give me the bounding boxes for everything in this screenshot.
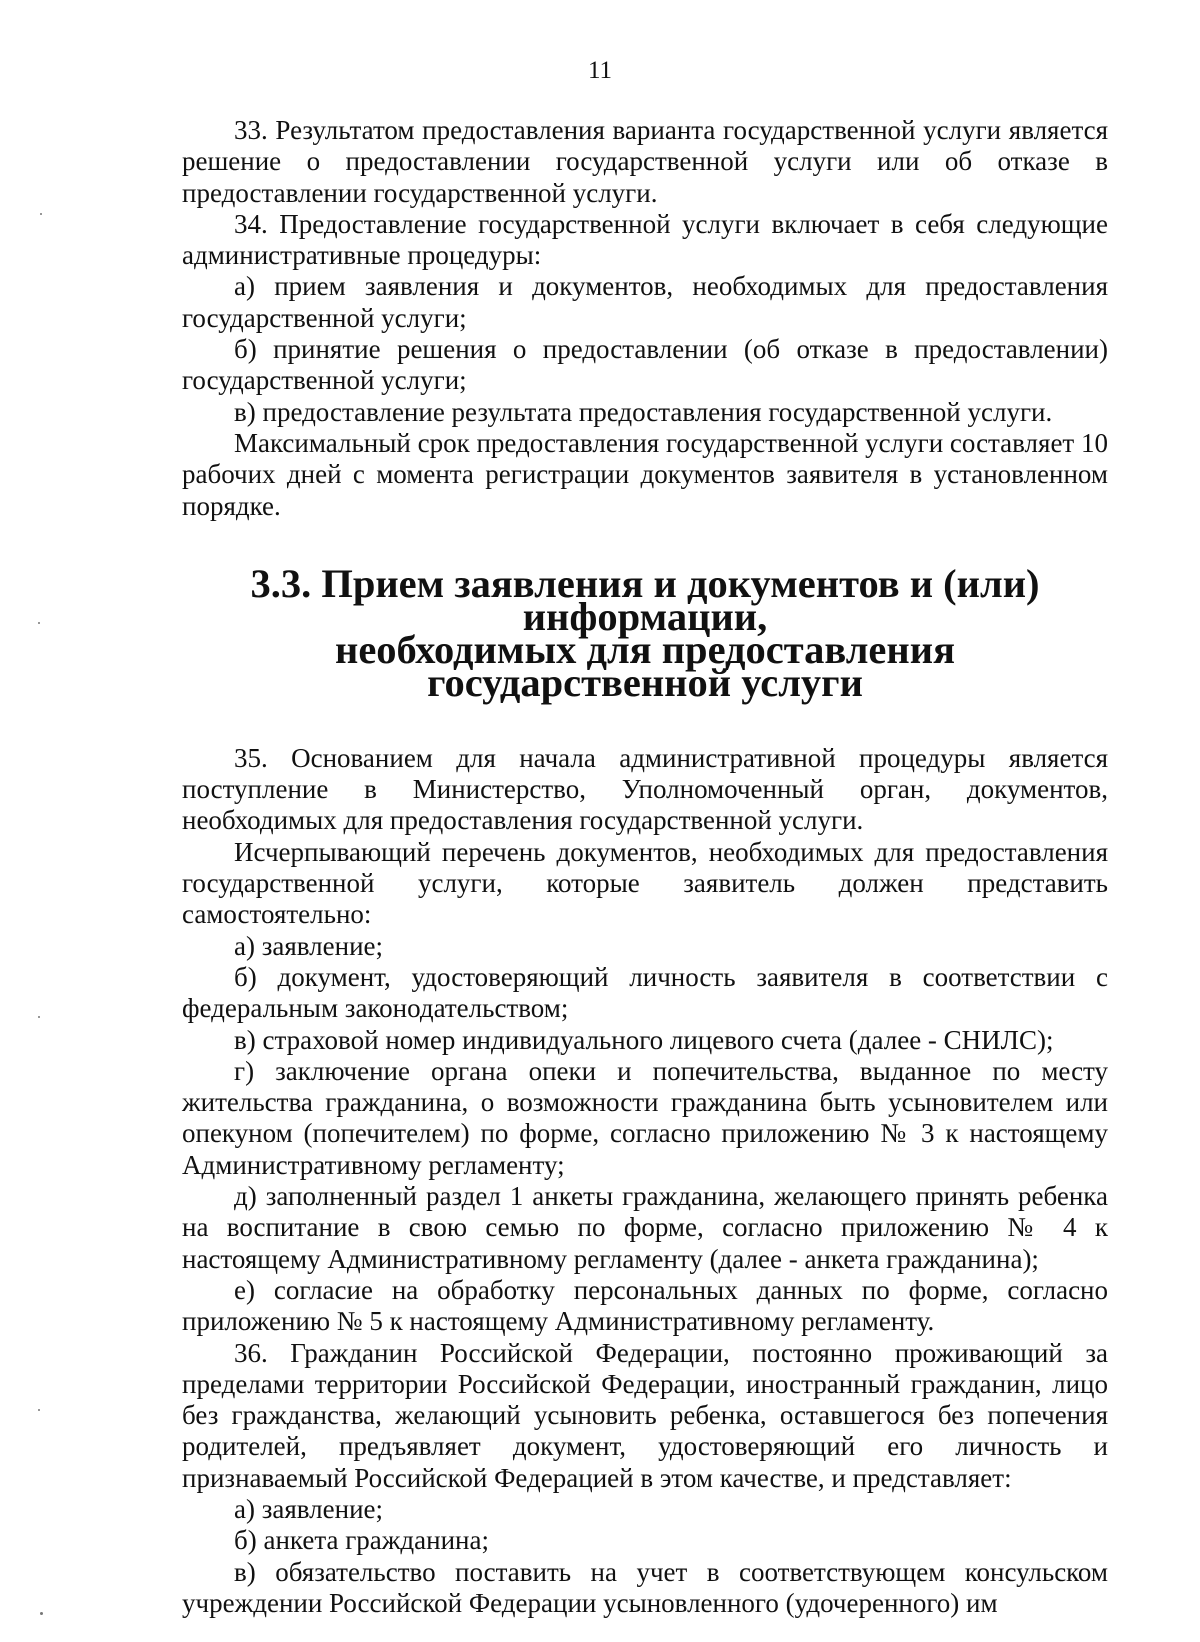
list-item-35f: е) согласие на обработку персональных данных по форме, согласно приложению № 5 к настоящему Административному регламенту. bbox=[182, 1274, 1108, 1337]
list-item-36b: б) анкета гражданина; bbox=[234, 1525, 489, 1556]
section-heading-line-2: необходимых для предоставления государственной услуги bbox=[335, 626, 955, 705]
list-item-35d: г) заключение органа опеки и попечительства, выданное по месту жительства гражданина, о возможности гражданина быть усыновителем или опекуном (попечителем) по форме, согласно приложению № 3 к настоящему Административному регламенту; bbox=[182, 1055, 1108, 1180]
section-heading-3-3 bbox=[182, 560, 1108, 705]
paragraph-item-35: 35. Основанием для начала административной процедуры является поступление в Министерство, Уполномоченный орган, документов, необходимых для предоставления государственной услуги. bbox=[182, 742, 1108, 836]
list-item-35e: д) заполненный раздел 1 анкеты гражданина, желающего принять ребенка на воспитание в свою семью по форме, согласно приложению № 4 к настоящему Административному регламенту (далее - анкета гражданина); bbox=[182, 1181, 1108, 1274]
paragraph-max-term: Максимальный срок предоставления государственной услуги составляет 10 рабочих дней с момента регистрации документов заявителя в установленном порядке. bbox=[182, 427, 1108, 521]
page-number: 11 bbox=[587, 57, 613, 84]
paragraph-item-33: 33. Результатом предоставления варианта государственной услуги является решение о предоставлении государственной услуги или об отказе в предоставлении государственной услуги. bbox=[182, 115, 1108, 208]
list-item-34b: б) принятие решения о предоставлении (об отказе в предоставлении) государственной услуги; bbox=[182, 334, 1108, 396]
list-item-35c: в) страховой номер индивидуального лицевого счета (далее - СНИЛС); bbox=[234, 1024, 1054, 1055]
scan-speck bbox=[38, 1016, 40, 1018]
paragraph-documents-list-intro: Исчерпывающий перечень документов, необходимых для предоставления государственной услуги, которые заявитель должен представить самостоятельно: bbox=[182, 836, 1108, 930]
scan-speck bbox=[40, 1612, 43, 1615]
list-item-34a: а) прием заявления и документов, необходимых для предоставления государственной услуги; bbox=[182, 271, 1108, 333]
list-item-35a: а) заявление; bbox=[234, 930, 384, 961]
scan-speck bbox=[40, 213, 42, 215]
paragraph-item-34: 34. Предоставление государственной услуги включает в себя следующие административные процедуры: bbox=[182, 208, 1108, 271]
section-heading-line-1: 3.3. Прием заявления и документов и (или) информации, bbox=[250, 560, 1040, 639]
list-item-34c: в) предоставление результата предоставления государственной услуги. bbox=[234, 396, 1053, 427]
list-item-36a: а) заявление; bbox=[234, 1493, 384, 1524]
list-item-35b: б) документ, удостоверяющий личность заявителя в соответствии с федеральным законодательством; bbox=[182, 961, 1108, 1024]
scan-speck bbox=[38, 622, 40, 624]
document-body bbox=[182, 115, 1108, 1619]
scan-speck bbox=[38, 1409, 40, 1411]
list-item-36c: в) обязательство поставить на учет в соответствующем консульском учреждении Российской Федерации усыновленного (удочеренного) им bbox=[182, 1556, 1108, 1618]
paragraph-item-36: 36. Гражданин Российской Федерации, постоянно проживающий за пределами территории Российской Федерации, иностранный гражданин, лицо без гражданства, желающий усыновить ребенка, оставшегося без попечения родителей, предъявляет документ, удостоверяющий его личность и признаваемый Российской Федерацией в этом качестве, и представляет: bbox=[182, 1337, 1108, 1493]
